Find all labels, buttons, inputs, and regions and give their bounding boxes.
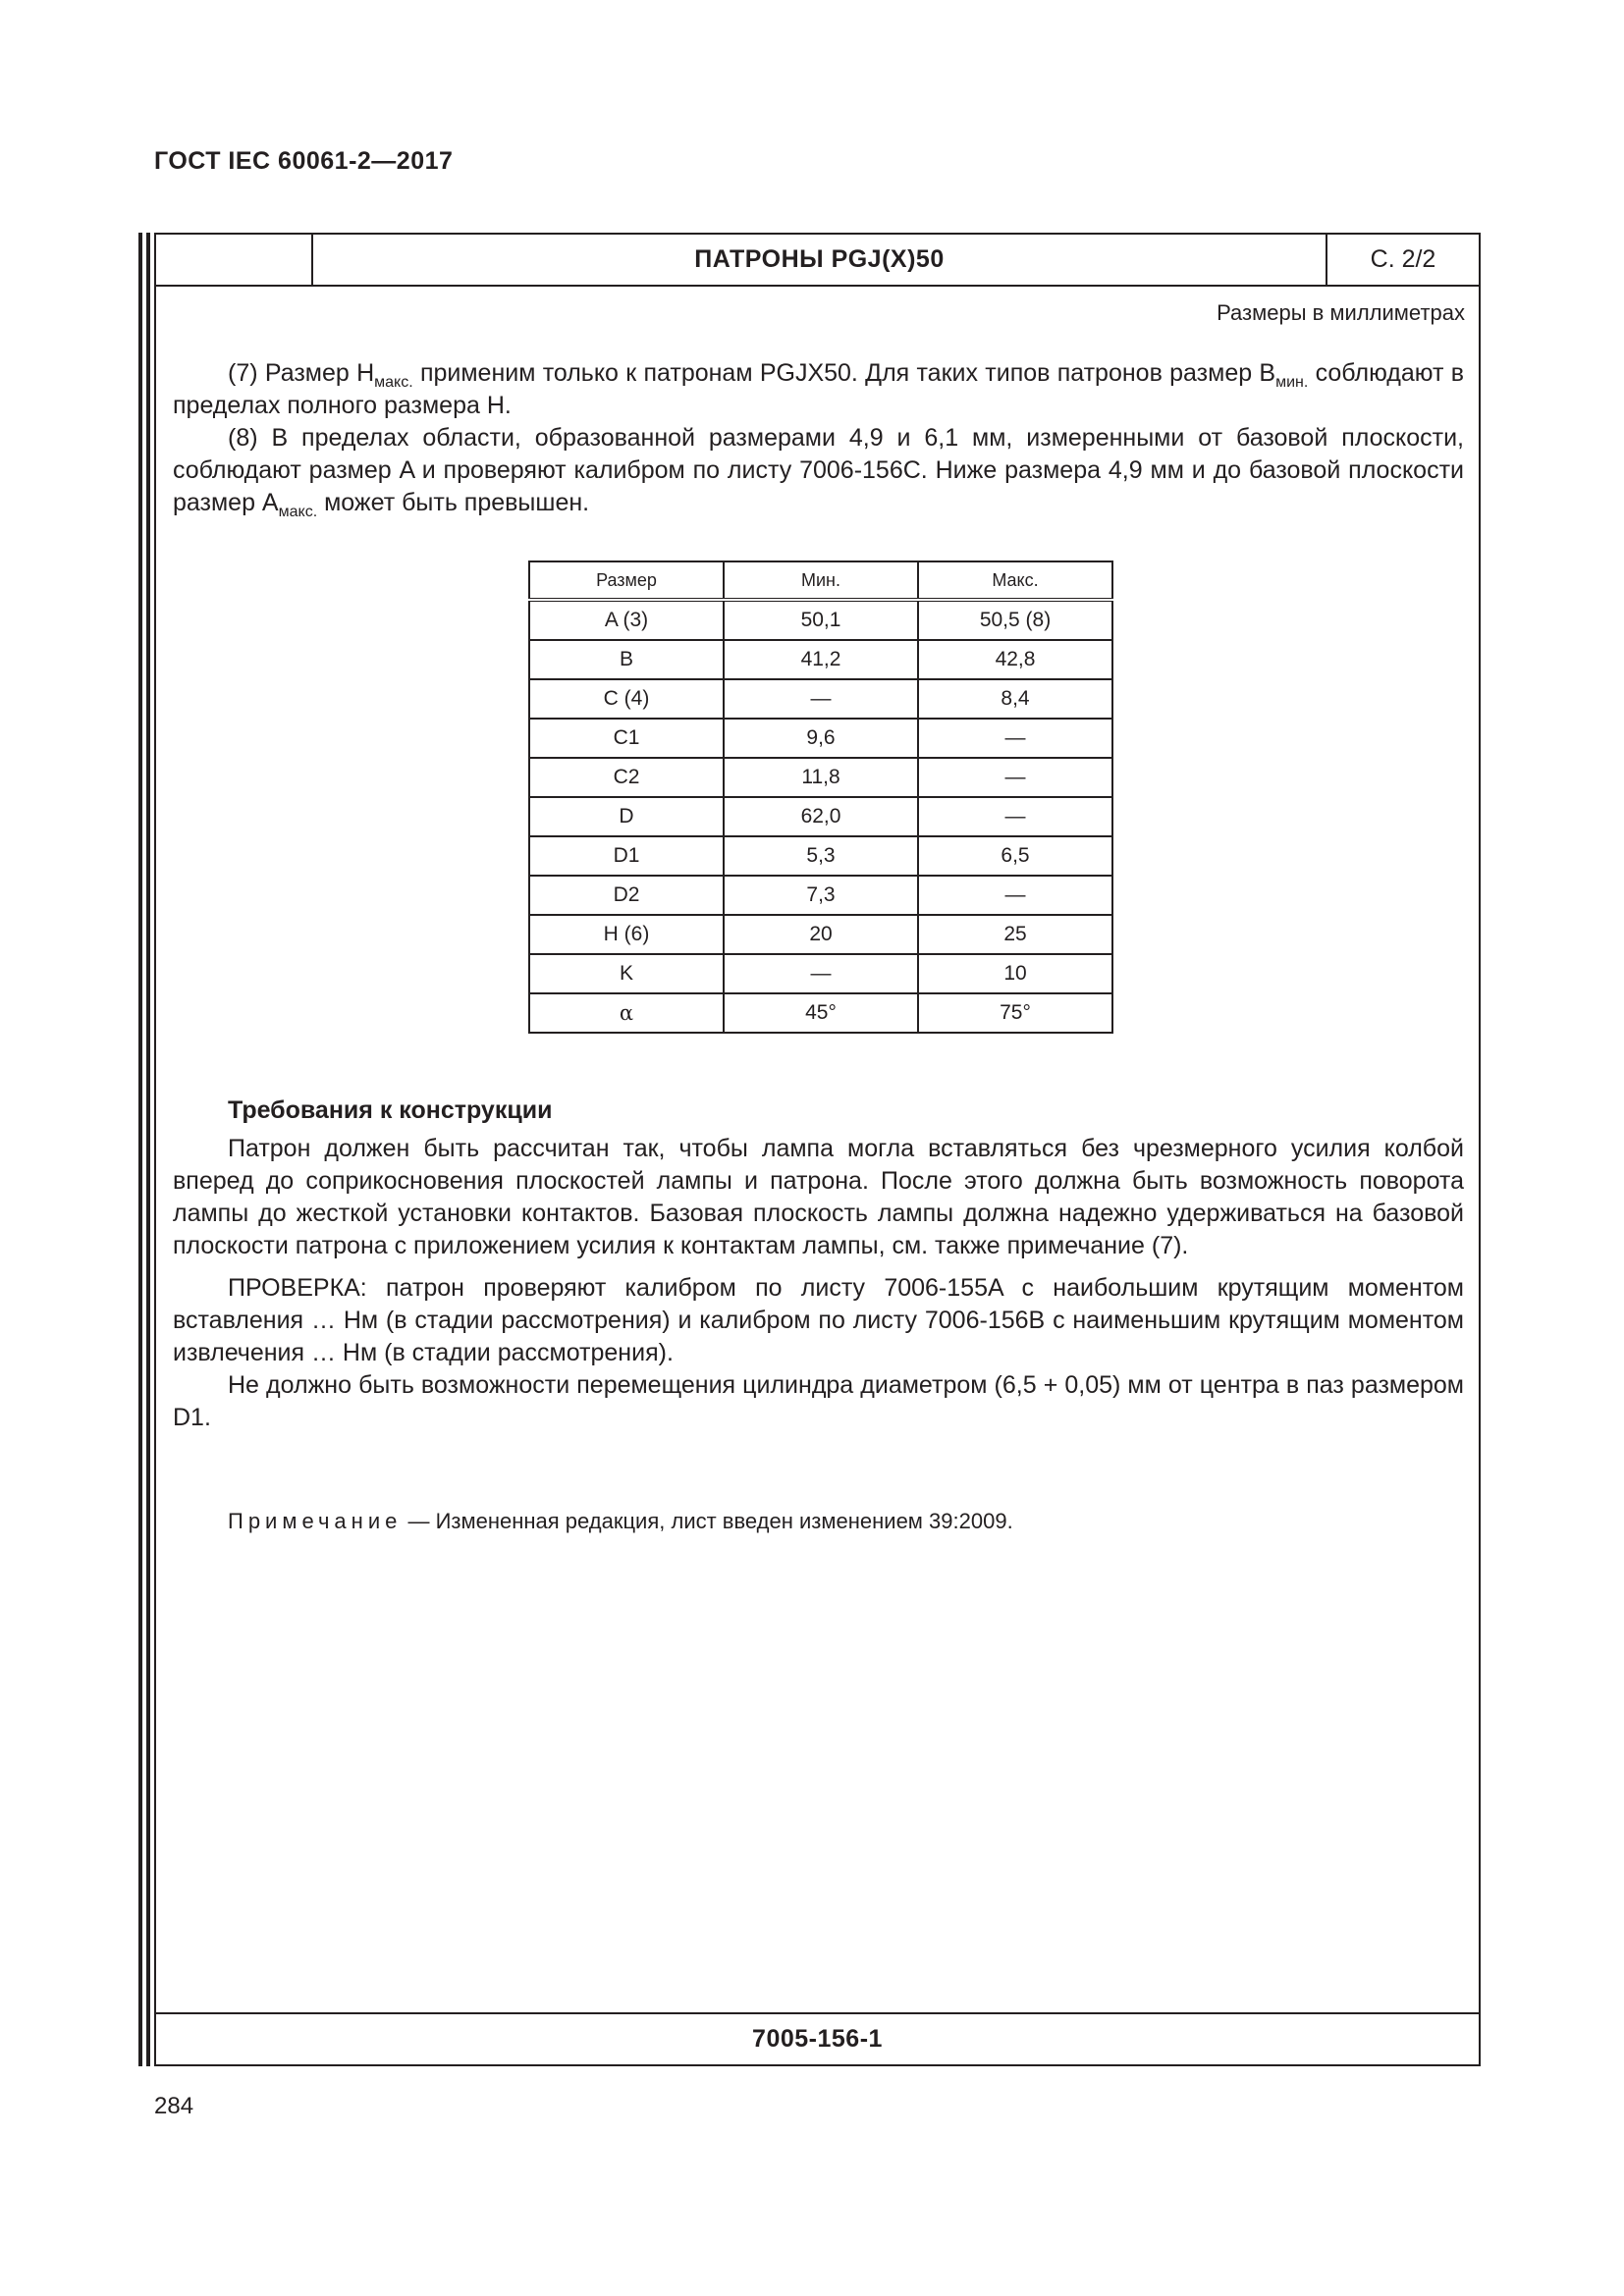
table-row [529, 915, 1112, 954]
note-label: Примечание [228, 1509, 403, 1533]
dimensions-table [528, 561, 1113, 1034]
table-cell: 41,2 [724, 640, 918, 679]
table-cell: B [529, 640, 724, 679]
table-cell: 62,0 [724, 797, 918, 836]
table-cell: — [724, 954, 918, 993]
table-row [529, 876, 1112, 915]
table-cell: — [724, 679, 918, 719]
sheet-page-ref: С. 2/2 [1326, 235, 1479, 285]
sheet-frame [154, 233, 1481, 2066]
dimension-notes [173, 357, 1464, 519]
note-8: (8) В пределах области, образованной размерами 4,9 и 6,1 мм, измеренными от базовой плоскости, соблюдают размер A и проверяют калибром по листу 7006-156C. Ниже размера 4,9 мм и до базовой плоскости размер $A_{макс.}$ может быть превышен. [173, 424, 1464, 520]
table-cell: 11,8 [724, 758, 918, 797]
table-cell: 7,3 [724, 876, 918, 915]
table-cell: — [918, 758, 1112, 797]
document-code: ГОСТ IEC 60061-2—2017 [154, 147, 454, 175]
table-row [529, 797, 1112, 836]
note-text: — Измененная редакция, лист введен изменением 39:2009. [402, 1509, 1013, 1533]
table-cell: — [918, 797, 1112, 836]
column-header: Мин. [724, 561, 918, 600]
table-cell: D [529, 797, 724, 836]
table-cell: 42,8 [918, 640, 1112, 679]
table-cell: 25 [918, 915, 1112, 954]
binding-margin-line [138, 233, 142, 2066]
table-cell: C2 [529, 758, 724, 797]
requirements-paragraph: Не должно быть возможности перемещения цилиндра диаметром (6,5 + 0,05) мм от центра в паз размером D1. [173, 1371, 1464, 1431]
table-cell: 10 [918, 954, 1112, 993]
table-cell: K [529, 954, 724, 993]
table-cell: 9,6 [724, 719, 918, 758]
table-cell: 45° [724, 993, 918, 1033]
table-cell: 6,5 [918, 836, 1112, 876]
amendment-note [228, 1509, 1013, 1534]
table-cell: D1 [529, 836, 724, 876]
table-cell: 50,1 [724, 600, 918, 640]
check-paragraph: ПРОВЕРКА: патрон проверяют калибром по листу 7006-155A с наибольшим крутящим моментом вставления … Нм (в стадии рассмотрения) и калибром по листу 7006-156B с наименьшим крутящим моментом извлечения … Нм (в стадии рассмотрения). [173, 1274, 1464, 1366]
requirements-paragraph: Патрон должен быть рассчитан так, чтобы лампа могла вставляться без чрезмерного усилия колбой вперед до соприкосновения плоскостей лампы и патрона. После этого должна быть возможность поворота лампы до жесткой установки контактов. Базовая плоскость лампы должна надежно удерживаться на базовой плоскости патрона с приложением усилия к контактам лампы, см. также примечание (7). [173, 1135, 1464, 1259]
requirements-heading: Требования к конструкции [228, 1096, 553, 1124]
column-header: Макс. [918, 561, 1112, 600]
table-row [529, 640, 1112, 679]
table-row [529, 993, 1112, 1033]
header-blank-cell [156, 235, 313, 285]
binding-margin-line [146, 233, 150, 2066]
table-row [529, 758, 1112, 797]
sheet-title: ПАТРОНЫ PGJ(X)50 [694, 245, 945, 273]
table-cell: D2 [529, 876, 724, 915]
table-cell: 20 [724, 915, 918, 954]
table-row [529, 679, 1112, 719]
table-header-row [529, 561, 1112, 600]
table-row [529, 836, 1112, 876]
table-row [529, 600, 1112, 640]
units-note: Размеры в миллиметрах [1217, 300, 1465, 325]
page-number: 284 [154, 2093, 194, 2119]
table-row [529, 719, 1112, 758]
requirements-text [173, 1133, 1464, 1434]
table-cell: 5,3 [724, 836, 918, 876]
table-cell: 8,4 [918, 679, 1112, 719]
table-cell: — [918, 719, 1112, 758]
table-cell: 50,5 (8) [918, 600, 1112, 640]
table-cell: — [918, 876, 1112, 915]
sheet-code: 7005-156-1 [156, 2012, 1479, 2064]
table-cell: C (4) [529, 679, 724, 719]
table-cell: A (3) [529, 600, 724, 640]
note-7: (7) Размер $H_{макс.}$ применим только к патронам PGJX50. Для таких типов патронов размер $B_{мин.}$ соблюдают в пределах полного размера H. [173, 359, 1464, 419]
sheet-header [156, 235, 1479, 287]
table-cell: α [529, 993, 724, 1033]
column-header: Размер [529, 561, 724, 600]
table-cell: H (6) [529, 915, 724, 954]
table-cell: C1 [529, 719, 724, 758]
table-cell: 75° [918, 993, 1112, 1033]
table-row [529, 954, 1112, 993]
